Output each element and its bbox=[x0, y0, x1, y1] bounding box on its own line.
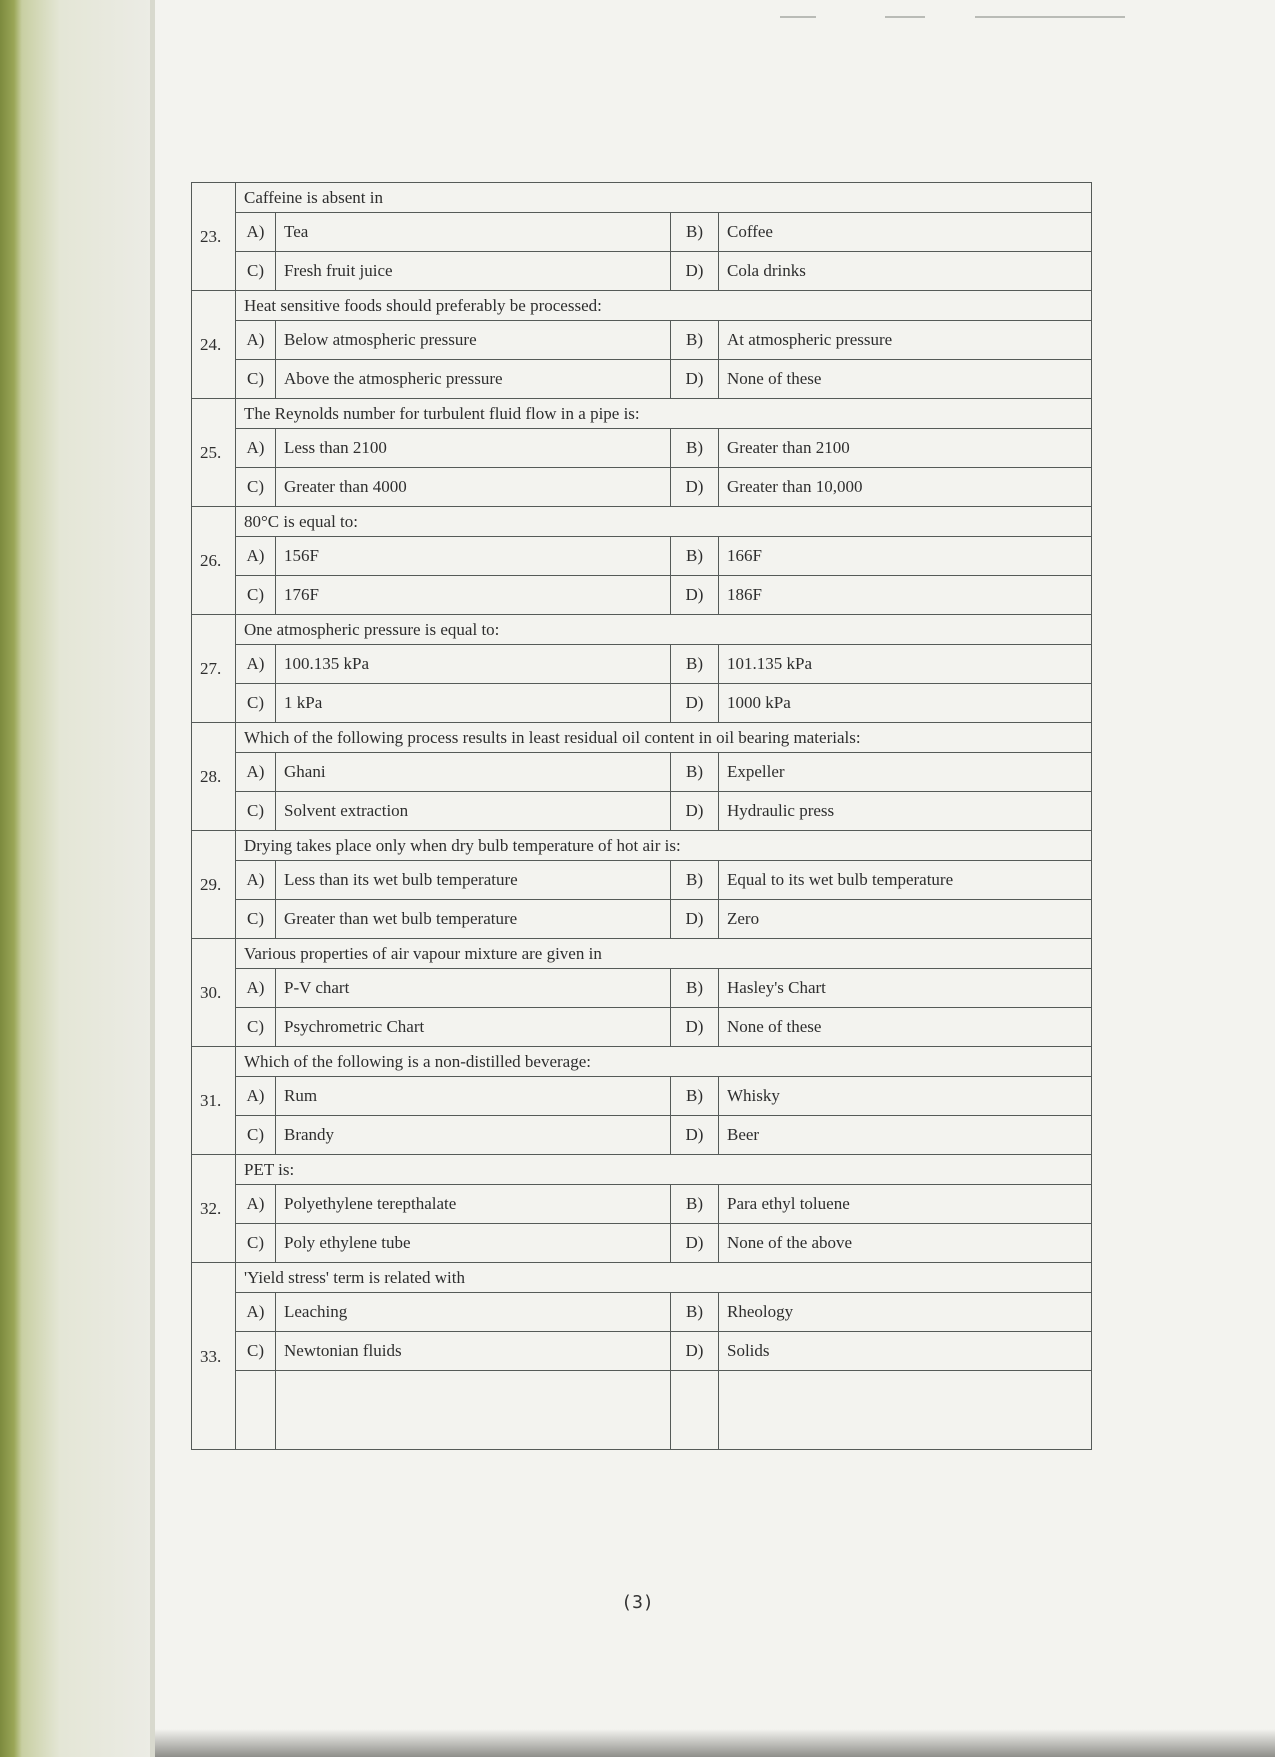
option-letter: C) bbox=[236, 252, 276, 291]
option-text: Whisky bbox=[719, 1077, 1092, 1116]
option-text: Greater than 2100 bbox=[719, 429, 1092, 468]
option-letter: B) bbox=[671, 645, 719, 684]
option-row bbox=[192, 969, 1092, 1008]
blank-cell bbox=[236, 1371, 276, 1450]
blank-row bbox=[192, 1371, 1092, 1450]
option-text: Zero bbox=[719, 900, 1092, 939]
page-number: (3) bbox=[621, 1592, 654, 1613]
question-text: 80°C is equal to: bbox=[236, 507, 1092, 537]
binding-edge bbox=[0, 0, 155, 1757]
option-letter: C) bbox=[236, 1224, 276, 1263]
option-row bbox=[192, 252, 1092, 291]
option-letter: B) bbox=[671, 969, 719, 1008]
option-letter: D) bbox=[671, 1224, 719, 1263]
option-letter: D) bbox=[671, 1332, 719, 1371]
option-text: Less than its wet bulb temperature bbox=[276, 861, 671, 900]
option-row bbox=[192, 1224, 1092, 1263]
question-row bbox=[192, 615, 1092, 645]
option-text: Rum bbox=[276, 1077, 671, 1116]
question-row bbox=[192, 507, 1092, 537]
option-text: 156F bbox=[276, 537, 671, 576]
option-text: 1 kPa bbox=[276, 684, 671, 723]
option-letter: C) bbox=[236, 792, 276, 831]
question-text: Caffeine is absent in bbox=[236, 183, 1092, 213]
question-text: 'Yield stress' term is related with bbox=[236, 1263, 1092, 1293]
option-text: P-V chart bbox=[276, 969, 671, 1008]
option-row bbox=[192, 1293, 1092, 1332]
question-row bbox=[192, 939, 1092, 969]
option-text: 1000 kPa bbox=[719, 684, 1092, 723]
option-letter: C) bbox=[236, 1008, 276, 1047]
question-number: 23. bbox=[192, 183, 236, 291]
question-text: Which of the following process results in least residual oil content in oil bearing materials: bbox=[236, 723, 1092, 753]
option-text: None of these bbox=[719, 1008, 1092, 1047]
option-letter: C) bbox=[236, 360, 276, 399]
option-letter: D) bbox=[671, 1116, 719, 1155]
option-text: Above the atmospheric pressure bbox=[276, 360, 671, 399]
option-row bbox=[192, 429, 1092, 468]
option-letter: B) bbox=[671, 1185, 719, 1224]
question-number: 28. bbox=[192, 723, 236, 831]
option-text: 176F bbox=[276, 576, 671, 615]
option-row bbox=[192, 792, 1092, 831]
option-row bbox=[192, 1116, 1092, 1155]
question-text: PET is: bbox=[236, 1155, 1092, 1185]
option-letter: A) bbox=[236, 753, 276, 792]
option-letter: B) bbox=[671, 213, 719, 252]
question-number: 32. bbox=[192, 1155, 236, 1263]
option-letter: A) bbox=[236, 1077, 276, 1116]
option-row bbox=[192, 537, 1092, 576]
option-text: Cola drinks bbox=[719, 252, 1092, 291]
option-row bbox=[192, 576, 1092, 615]
question-row bbox=[192, 1047, 1092, 1077]
option-letter: B) bbox=[671, 1077, 719, 1116]
option-letter: A) bbox=[236, 537, 276, 576]
question-row bbox=[192, 291, 1092, 321]
option-row bbox=[192, 468, 1092, 507]
question-number: 26. bbox=[192, 507, 236, 615]
option-row bbox=[192, 360, 1092, 399]
option-text: Beer bbox=[719, 1116, 1092, 1155]
option-letter: B) bbox=[671, 537, 719, 576]
question-text: Which of the following is a non-distilled beverage: bbox=[236, 1047, 1092, 1077]
option-row bbox=[192, 1077, 1092, 1116]
option-row bbox=[192, 1185, 1092, 1224]
option-text: Equal to its wet bulb temperature bbox=[719, 861, 1092, 900]
option-row bbox=[192, 213, 1092, 252]
option-text: Poly ethylene tube bbox=[276, 1224, 671, 1263]
question-text: One atmospheric pressure is equal to: bbox=[236, 615, 1092, 645]
scan-shadow bbox=[155, 1729, 1275, 1757]
option-letter: D) bbox=[671, 576, 719, 615]
option-letter: D) bbox=[671, 468, 719, 507]
question-number: 30. bbox=[192, 939, 236, 1047]
option-row bbox=[192, 1008, 1092, 1047]
option-text: None of these bbox=[719, 360, 1092, 399]
question-text: Various properties of air vapour mixture are given in bbox=[236, 939, 1092, 969]
blank-cell bbox=[671, 1371, 719, 1450]
question-number: 29. bbox=[192, 831, 236, 939]
question-table bbox=[191, 182, 1092, 1450]
option-letter: D) bbox=[671, 360, 719, 399]
option-text: 100.135 kPa bbox=[276, 645, 671, 684]
question-row bbox=[192, 1263, 1092, 1293]
option-text: Ghani bbox=[276, 753, 671, 792]
option-letter: D) bbox=[671, 900, 719, 939]
option-row bbox=[192, 684, 1092, 723]
option-letter: A) bbox=[236, 321, 276, 360]
option-text: At atmospheric pressure bbox=[719, 321, 1092, 360]
option-letter: D) bbox=[671, 252, 719, 291]
question-number: 27. bbox=[192, 615, 236, 723]
scan-mark bbox=[975, 16, 1125, 18]
option-letter: B) bbox=[671, 1293, 719, 1332]
option-text: Para ethyl toluene bbox=[719, 1185, 1092, 1224]
option-letter: A) bbox=[236, 645, 276, 684]
question-text: The Reynolds number for turbulent fluid flow in a pipe is: bbox=[236, 399, 1092, 429]
question-number: 24. bbox=[192, 291, 236, 399]
option-letter: B) bbox=[671, 321, 719, 360]
option-text: Hydraulic press bbox=[719, 792, 1092, 831]
option-text: Newtonian fluids bbox=[276, 1332, 671, 1371]
option-letter: C) bbox=[236, 468, 276, 507]
option-text: None of the above bbox=[719, 1224, 1092, 1263]
option-row bbox=[192, 753, 1092, 792]
option-text: Tea bbox=[276, 213, 671, 252]
option-text: 101.135 kPa bbox=[719, 645, 1092, 684]
option-letter: A) bbox=[236, 1293, 276, 1332]
blank-cell bbox=[276, 1371, 671, 1450]
question-number: 25. bbox=[192, 399, 236, 507]
option-letter: A) bbox=[236, 429, 276, 468]
option-letter: C) bbox=[236, 576, 276, 615]
option-row bbox=[192, 321, 1092, 360]
option-letter: B) bbox=[671, 861, 719, 900]
option-letter: A) bbox=[236, 213, 276, 252]
option-text: Less than 2100 bbox=[276, 429, 671, 468]
blank-cell bbox=[719, 1371, 1092, 1450]
option-text: Psychrometric Chart bbox=[276, 1008, 671, 1047]
option-text: Greater than 4000 bbox=[276, 468, 671, 507]
question-row bbox=[192, 723, 1092, 753]
option-text: 186F bbox=[719, 576, 1092, 615]
option-text: 166F bbox=[719, 537, 1092, 576]
option-text: Expeller bbox=[719, 753, 1092, 792]
option-letter: A) bbox=[236, 861, 276, 900]
option-letter: C) bbox=[236, 900, 276, 939]
option-text: Coffee bbox=[719, 213, 1092, 252]
option-text: Greater than 10,000 bbox=[719, 468, 1092, 507]
option-row bbox=[192, 1332, 1092, 1371]
option-text: Solvent extraction bbox=[276, 792, 671, 831]
option-letter: D) bbox=[671, 792, 719, 831]
option-letter: A) bbox=[236, 1185, 276, 1224]
option-text: Below atmospheric pressure bbox=[276, 321, 671, 360]
option-letter: A) bbox=[236, 969, 276, 1008]
option-letter: C) bbox=[236, 1332, 276, 1371]
option-row bbox=[192, 645, 1092, 684]
option-letter: C) bbox=[236, 1116, 276, 1155]
option-text: Brandy bbox=[276, 1116, 671, 1155]
question-row bbox=[192, 399, 1092, 429]
scan-mark bbox=[780, 16, 816, 18]
option-letter: D) bbox=[671, 684, 719, 723]
question-row bbox=[192, 183, 1092, 213]
option-text: Rheology bbox=[719, 1293, 1092, 1332]
question-text: Drying takes place only when dry bulb temperature of hot air is: bbox=[236, 831, 1092, 861]
question-row bbox=[192, 831, 1092, 861]
question-text: Heat sensitive foods should preferably be processed: bbox=[236, 291, 1092, 321]
question-row bbox=[192, 1155, 1092, 1185]
option-text: Solids bbox=[719, 1332, 1092, 1371]
scan-mark bbox=[885, 16, 925, 18]
question-number: 31. bbox=[192, 1047, 236, 1155]
option-text: Leaching bbox=[276, 1293, 671, 1332]
option-letter: C) bbox=[236, 684, 276, 723]
question-number: 33. bbox=[192, 1263, 236, 1450]
option-row bbox=[192, 861, 1092, 900]
option-letter: B) bbox=[671, 429, 719, 468]
option-text: Fresh fruit juice bbox=[276, 252, 671, 291]
option-text: Greater than wet bulb temperature bbox=[276, 900, 671, 939]
option-letter: B) bbox=[671, 753, 719, 792]
option-letter: D) bbox=[671, 1008, 719, 1047]
option-row bbox=[192, 900, 1092, 939]
option-text: Hasley's Chart bbox=[719, 969, 1092, 1008]
option-text: Polyethylene terepthalate bbox=[276, 1185, 671, 1224]
